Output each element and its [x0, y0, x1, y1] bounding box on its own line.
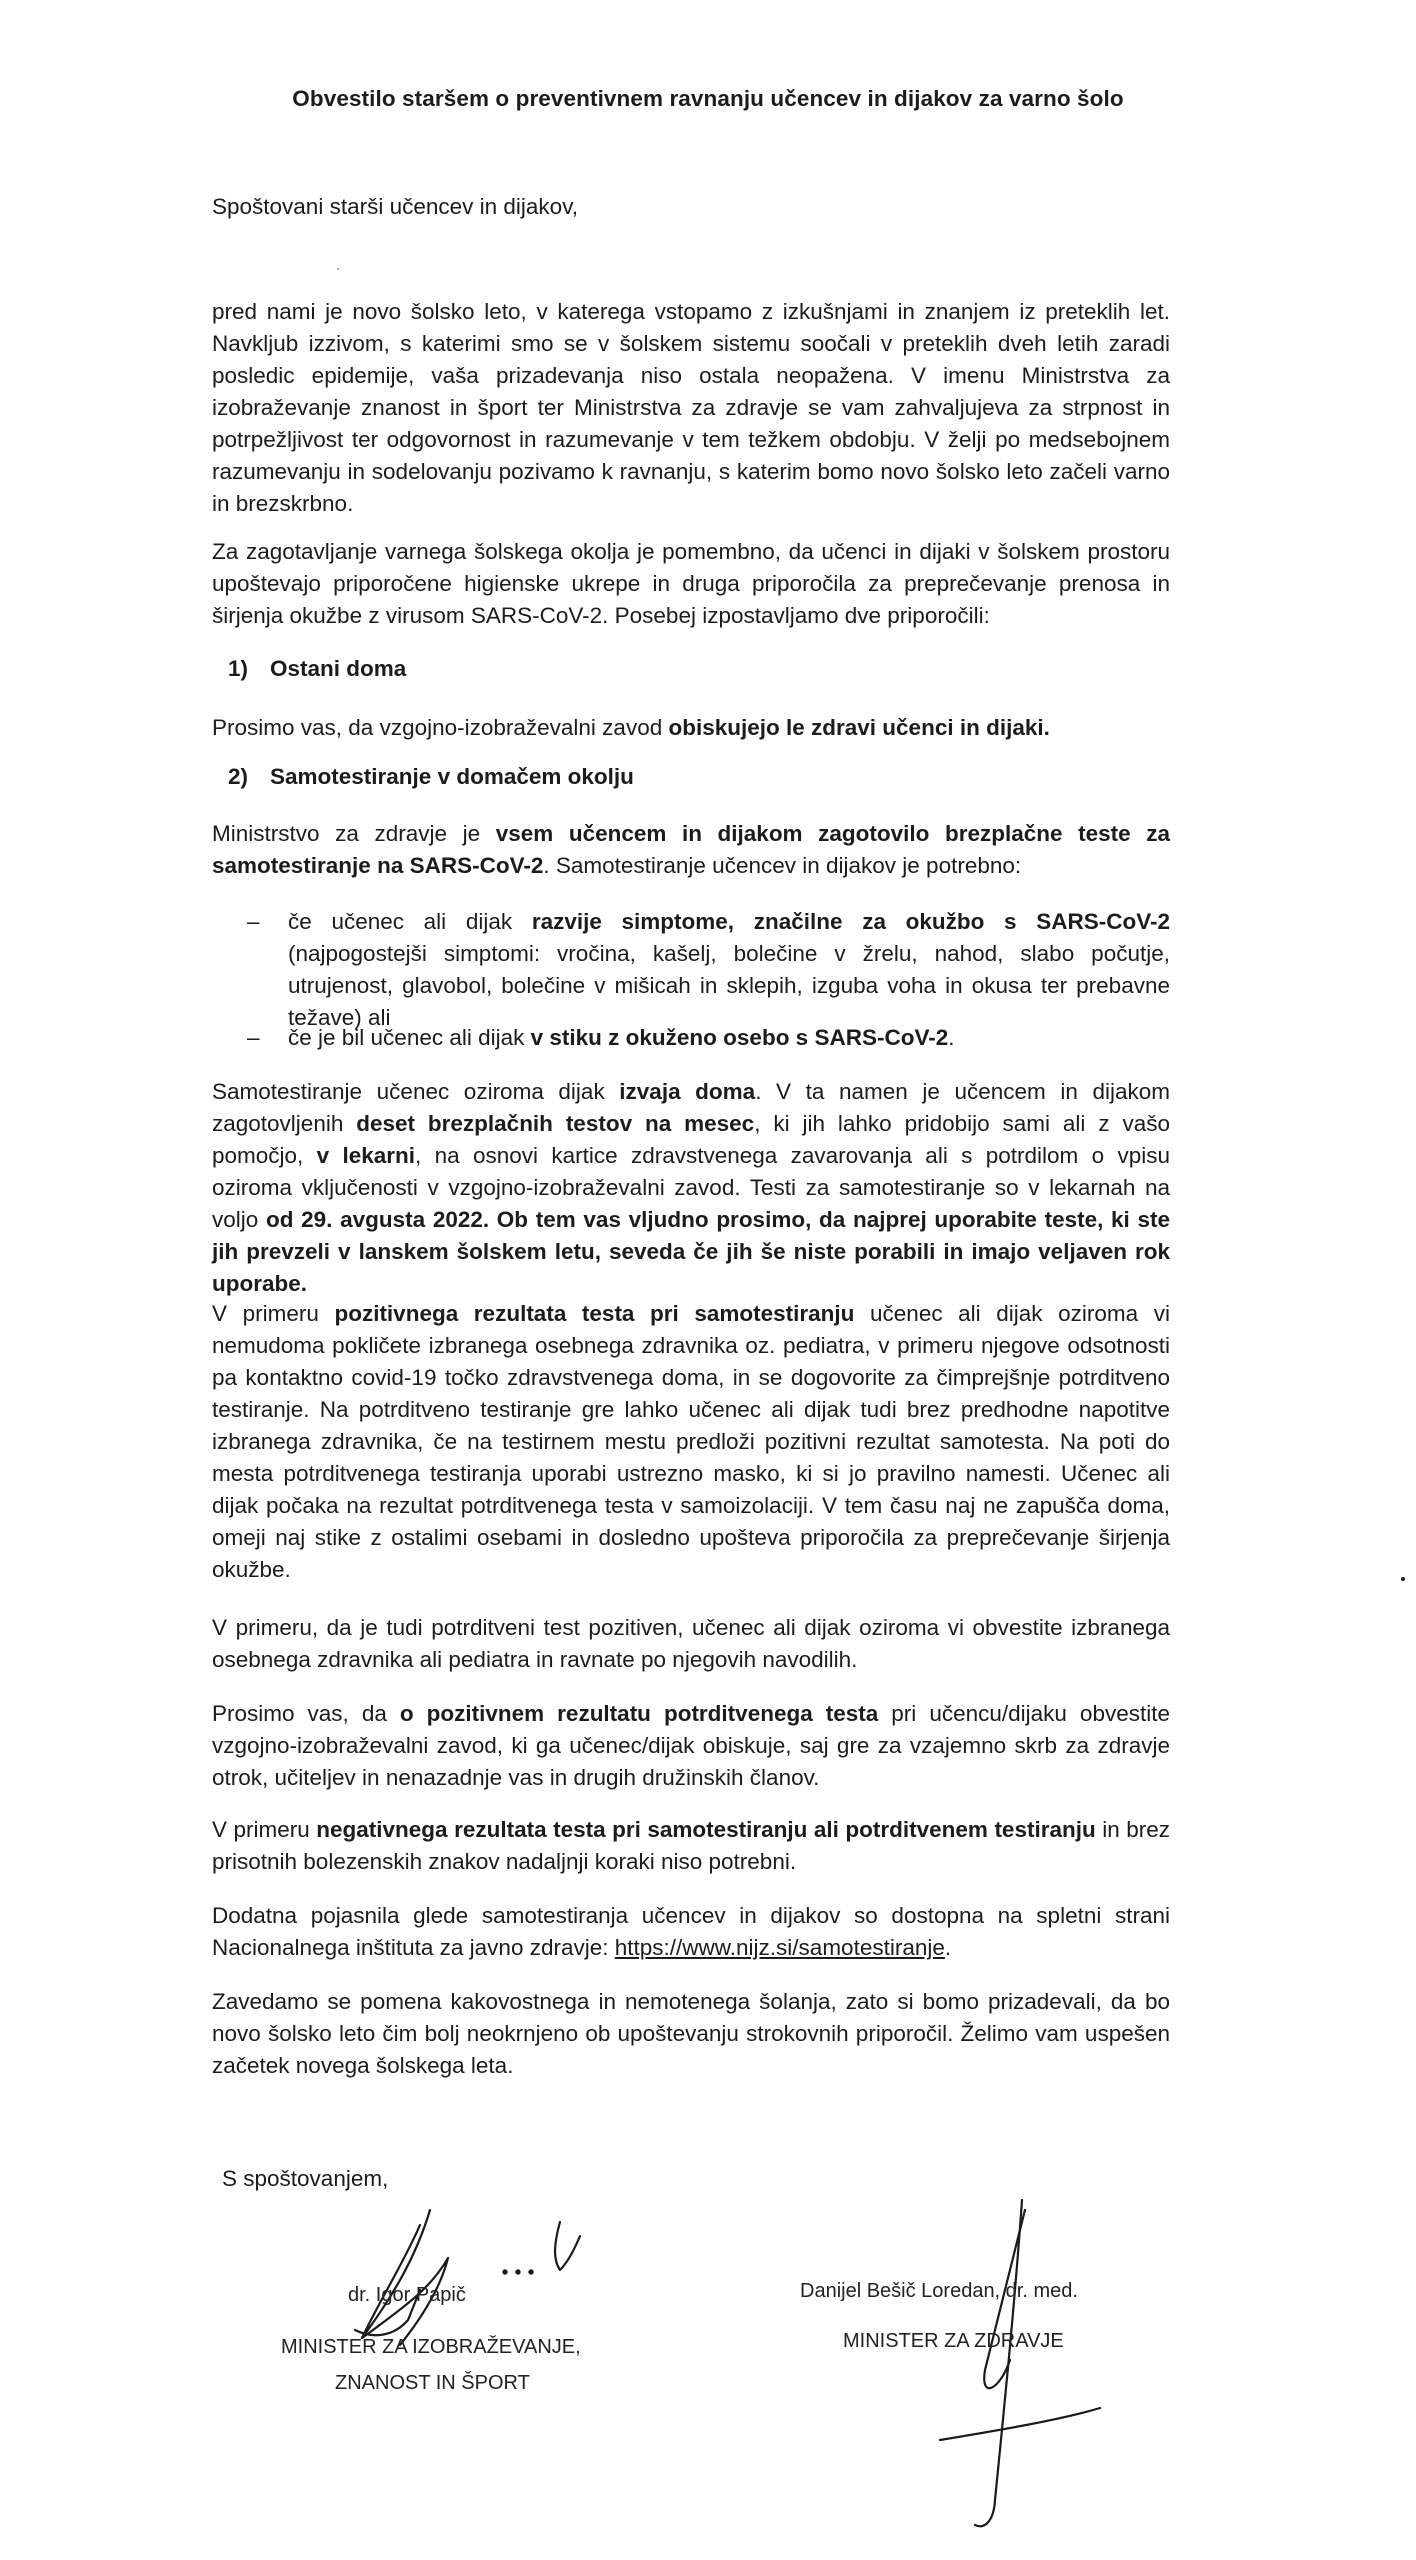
heading-number: 1)	[228, 656, 249, 681]
greeting: Spoštovani starši učencev in dijakov,	[212, 194, 579, 219]
signer1-title-line1: MINISTER ZA IZOBRAŽEVANJE,	[281, 2336, 581, 2358]
signature-dot	[529, 2270, 532, 2273]
text: .	[948, 1025, 955, 1050]
signature-stroke	[555, 2222, 580, 2270]
emphasis: pozitivnega rezultata testa pri samotestiranju	[334, 1301, 855, 1326]
signer2-name: Danijel Bešič Loredan, dr. med.	[800, 2280, 1078, 2302]
paragraph-confirmed-positive: V primeru, da je tudi potrditveni test pozitiven, učenec ali dijak oziroma vi obvestite izbranega osebnega zdravnika ali pediatra in ravnate po njegovih navodilih.	[212, 1615, 1170, 1672]
emphasis: obiskujejo le zdravi učenci in dijaki.	[668, 715, 1050, 740]
heading-stay-home	[228, 656, 406, 682]
text: . Samotestiranje učencev in dijakov je potrebno:	[543, 853, 1022, 878]
emphasis: negativnega rezultata testa pri samotestiranju ali potrditvenem testiranju	[316, 1817, 1096, 1842]
signer1-name: dr. Igor Papič	[348, 2284, 466, 2306]
heading-text: Samotestiranje v domačem okolju	[270, 764, 634, 789]
text: (najpogostejši simptomi: vročina, kašelj, bolečine v žrelu, nahod, slabo počutje, utrujenost, glavobol, bolečine v mišicah in sklepih, izguba voha in okusa ter prebavne težave) ali	[288, 941, 1170, 1030]
text: . V ta namen je učencem in dijakom zagotovljenih	[212, 1079, 1170, 1136]
bullet-dash: –	[247, 1025, 260, 1050]
paragraph-notify-school	[212, 1698, 1170, 1794]
text: , ki jih lahko pridobijo sami ali z vašo pomočjo,	[212, 1111, 1170, 1168]
paragraph-free-tests	[212, 818, 1170, 882]
emphasis: razvije simptome, značilne za okužbo s SARS-CoV-2	[531, 909, 1170, 934]
closing-salutation: S spoštovanjem,	[222, 2166, 389, 2191]
paragraph-closing-wishes: Zavedamo se pomena kakovostnega in nemotenega šolanja, zato si bomo prizadevali, da bo novo šolsko leto čim bolj neokrnjeno ob upoštevanju strokovnih priporočil. Želimo vam uspešen začetek novega šolskega leta.	[212, 1989, 1170, 2078]
list-item-text	[288, 1022, 1170, 1054]
text: in brez prisotnih bolezenskih znakov nadaljnji koraki niso potrebni.	[212, 1817, 1170, 1874]
text: pri učencu/dijaku obvestite vzgojno-izobraževalni zavod, ki ga učenec/dijak obiskuje, saj gre za vzajemno skrb za zdravje otrok, učiteljev in nenazadnje vas in drugih družinskih članov.	[212, 1701, 1170, 1790]
emphasis: deset brezplačnih testov na mesec	[356, 1111, 755, 1136]
emphasis: vsem učencem in dijakom zagotovilo brezplačne teste za samotestiranje na SARS-CoV-2	[212, 821, 1171, 878]
emphasis: od 29. avgusta 2022. Ob tem vas vljudno prosimo, da najprej uporabite teste, ki ste jih prevzeli v lanskem šolskem letu, seveda če jih še niste porabili in imajo veljaven rok uporabe.	[212, 1207, 1171, 1296]
text: učenec ali dijak oziroma vi nemudoma pokličete izbranega osebnega zdravnika oz. pediatra, v primeru njegove odsotnosti pa kontaktno covid-19 točko zdravstvenega doma, in se dogovorite za čimprejšnje potrditveno testiranje. Na potrditveno testiranje gre lahko učenec ali dijak tudi brez predhodne napotitve izbranega zdravnika, če na testirnem mestu predloži pozitivni rezultat samotesta. Na poti do mesta potrditvenega testiranja uporabi ustrezno masko, ki si jo pravilno namesti. Učenec ali dijak počaka na rezultat potrditvenega testa v samoizolaciji. V tem času naj ne zapušča doma, omeji naj stike z ostalimi osebami in dosledno upošteva priporočila za preprečevanje širjenja okužbe.	[212, 1301, 1170, 1582]
text: če učenec ali dijak	[288, 909, 532, 934]
text: V primeru	[212, 1301, 335, 1326]
document-title: Obvestilo staršem o preventivnem ravnanju učencev in dijakov za varno šolo	[292, 86, 1124, 111]
scan-speck	[337, 268, 339, 270]
paragraph-testing-at-home	[212, 1076, 1170, 1300]
emphasis: o pozitivnem rezultatu potrditvenega testa	[399, 1701, 879, 1726]
text: Ministrstvo za zdravje je	[212, 821, 496, 846]
scan-speck	[1401, 1577, 1405, 1581]
text: Dodatna pojasnila glede samotestiranja učencev in dijakov so dostopna na spletni strani Nacionalnega inštituta za javno zdravje:	[212, 1903, 1170, 1960]
paragraph-negative-result	[212, 1814, 1170, 1878]
text: Samotestiranje učenec oziroma dijak	[212, 1079, 620, 1104]
paragraph-intro: pred nami je novo šolsko leto, v katerega vstopamo z izkušnjami in znanjem iz preteklih let. Navkljub izzivom, s katerimi smo se v šolskem sistemu soočali v preteklih dveh letih zaradi posledic epidemije, vaša prizadevanja niso ostala neopažena. V imenu Ministrstva za izobraževanje znanost in šport ter Ministrstva za zdravje se vam zahvaljujeva za strpnost in potrpežljivost ter odgovornost in razumevanje v tem težkem obdobju. V želji po medsebojnem razumevanju in sodelovanju pozivamo k ravnanju, s katerim bomo novo šolsko leto začeli varno in brezskrbno.	[212, 299, 1170, 516]
heading-number: 2)	[228, 764, 249, 789]
emphasis: v stiku z okuženo osebo s SARS-CoV-2	[530, 1025, 949, 1050]
signature-dot	[503, 2270, 506, 2273]
signature-stroke	[975, 2200, 1022, 2526]
text: V primeru	[212, 1817, 317, 1842]
emphasis: v lekarni	[316, 1143, 416, 1168]
bullet-dash: –	[247, 909, 260, 934]
nijz-link[interactable]: https://www.nijz.si/samotestiranje	[614, 1935, 945, 1960]
heading-self-testing	[228, 764, 634, 790]
list-item-text	[288, 906, 1170, 1034]
text: .	[944, 1935, 952, 1960]
text: , na osnovi kartice zdravstvenega zavarovanja ali s potrdilom o vpisu oziroma vključenosti v vzgojno-izobraževalni zavod. Testi za samotestiranje so v lekarnah na voljo	[212, 1143, 1170, 1232]
signer1-title-line2: ZNANOST IN ŠPORT	[335, 2372, 530, 2394]
paragraph-more-info	[212, 1900, 1170, 1964]
signature-stroke	[362, 2210, 430, 2338]
text: če je bil učenec ali dijak	[288, 1025, 531, 1050]
list-item-symptoms	[212, 906, 1170, 1034]
list-item-contact	[212, 1022, 1170, 1054]
text: Prosimo vas, da	[212, 1701, 400, 1726]
paragraph-safe-environment: Za zagotavljanje varnega šolskega okolja je pomembno, da učenci in dijaki v šolskem prostoru upoštevajo priporočene higienske ukrepe in druga priporočila za preprečevanje prenosa in širjenja okužbe z virusom SARS-CoV-2. Posebej izpostavljamo dve priporočili:	[212, 539, 1170, 628]
signature-stroke	[940, 2408, 1100, 2440]
emphasis: izvaja doma	[619, 1079, 756, 1104]
signature-dot	[516, 2270, 519, 2273]
heading-text: Ostani doma	[270, 656, 407, 681]
signer2-title: MINISTER ZA ZDRAVJE	[843, 2330, 1064, 2352]
text: Prosimo vas, da vzgojno-izobraževalni zavod	[212, 715, 669, 740]
paragraph-positive-result	[212, 1298, 1170, 1586]
paragraph-stay-home	[212, 712, 1170, 744]
